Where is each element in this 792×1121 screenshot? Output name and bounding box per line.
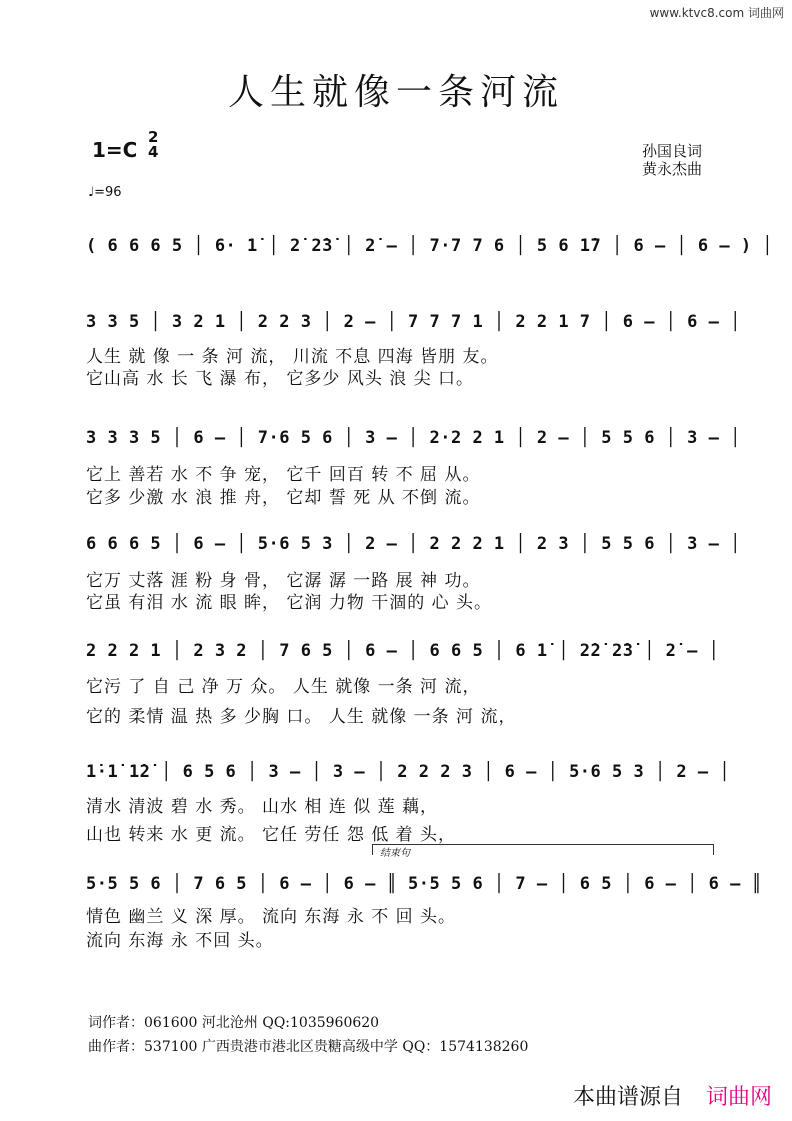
lyricist-credit: 孙国良词 bbox=[641, 142, 702, 160]
notes-line-1: 3 3 5 │ 3 2 1 │ 2 2 3 │ 2 – │ 7 7 7 1 │ 2 2 1 7 │ 6 – │ 6 – │ bbox=[86, 312, 741, 332]
notes-line-6: 5·5 5 6 │ 7 6 5 │ 6 – │ 6 – ║ 5·5 5 6 │ 7 – │ 6 5 │ 6 – │ 6 – ║ bbox=[86, 874, 763, 894]
lyric-line-2-verse-1: 它上 善若 水 不 争 宠， 它千 回百 转 不 屈 从。 bbox=[86, 465, 481, 485]
lyric-line-5-verse-1: 清水 清波 碧 水 秀。 山水 相 连 似 莲 藕， bbox=[86, 797, 439, 817]
time-signature-bottom: 4 bbox=[148, 143, 159, 161]
time-signature-top: 2 bbox=[148, 128, 159, 146]
key-signature: 1=C bbox=[92, 138, 138, 162]
notes-line-3: 6 6 6 5 │ 6 – │ 5·6 5 3 │ 2 – │ 2 2 2 1 │ 2 3 │ 5 5 6 │ 3 – │ bbox=[86, 534, 741, 554]
ending-label: 结束句 bbox=[380, 848, 410, 859]
source-brand bbox=[573, 1080, 772, 1111]
lyric-line-5-verse-2: 山也 转来 水 更 流。 它任 劳任 怨 低 着 头， bbox=[86, 825, 457, 845]
brand-source-text: 本曲谱源自 bbox=[572, 1085, 683, 1110]
footer-composer: 曲作者：537100 广西贵港市港北区贵糖高级中学 QQ：1574138260 bbox=[88, 1039, 529, 1055]
composer-credit: 黄永杰曲 bbox=[641, 160, 702, 178]
lyric-line-3-verse-1: 它万 丈落 涯 粉 身 骨， 它潺 潺 一路 展 神 功。 bbox=[86, 571, 481, 591]
time-signature bbox=[148, 130, 158, 160]
tempo-marking: ♩=96 bbox=[88, 185, 122, 200]
song-title: 人生就像一条河流 bbox=[227, 72, 564, 113]
lyric-line-6-verse-2: 流向 东海 永 不回 头。 bbox=[86, 931, 274, 951]
lyric-line-2-verse-2: 它多 少激 水 浪 推 舟， 它却 誓 死 从 不倒 流。 bbox=[86, 488, 481, 508]
lyric-line-3-verse-2: 它虽 有泪 水 流 眼 眸， 它润 力物 干涸的 心 头。 bbox=[86, 593, 493, 613]
notes-line-2: 3 3 3 5 │ 6 – │ 7·6 5 6 │ 3 – │ 2·2 2 1 │ 2 – │ 5 5 6 │ 3 – │ bbox=[86, 428, 741, 448]
lyric-line-4-verse-2: 它的 柔情 温 热 多 少胸 口。 人生 就像 一条 河 流， bbox=[86, 707, 517, 727]
site-name: 词曲网 bbox=[747, 6, 784, 20]
lyric-line-1-verse-2: 它山高 水 长 飞 瀑 布， 它多少 风头 浪 尖 口。 bbox=[86, 369, 475, 389]
site-url[interactable]: www.ktvc8.com bbox=[649, 6, 745, 20]
notes-line-4: 2 2 2 1 │ 2 3 2 │ 7 6 5 │ 6 – │ 6 6 5 │ 6 1̇ │ 2̇2̇ 2̇3̇ │ 2̇ – │ bbox=[86, 641, 720, 661]
footer-lyricist: 词作者：061600 河北沧州 QQ:1035960620 bbox=[88, 1015, 380, 1031]
intro-notes: ( 6 6 6 5 │ 6· 1̇ │ 2̇ 2̇3̇ │ 2̇ – │ 7·7 7 6 │ 5 6 1̇7 │ 6 – │ 6 – ) │ bbox=[86, 236, 774, 256]
lyric-line-4-verse-1: 它污 了 自 己 净 万 众。 人生 就像 一条 河 流， bbox=[86, 677, 481, 697]
notes-line-5: 1̇·1̇ 1̇2̇ │ 6 5 6 │ 3 – │ 3 – │ 2 2 2 3 │ 6 – │ 5·6 5 3 │ 2 – │ bbox=[86, 762, 731, 782]
lyric-line-6-verse-1: 情色 幽兰 义 深 厚。 流向 东海 永 不 回 头。 bbox=[86, 907, 457, 927]
lyric-line-1-verse-1: 人生 就 像 一 条 河 流， 川流 不息 四海 皆朋 友。 bbox=[86, 347, 499, 367]
brand-site-link[interactable]: 词曲网 bbox=[705, 1085, 772, 1110]
ending-bracket bbox=[372, 844, 714, 855]
site-header bbox=[650, 4, 784, 21]
